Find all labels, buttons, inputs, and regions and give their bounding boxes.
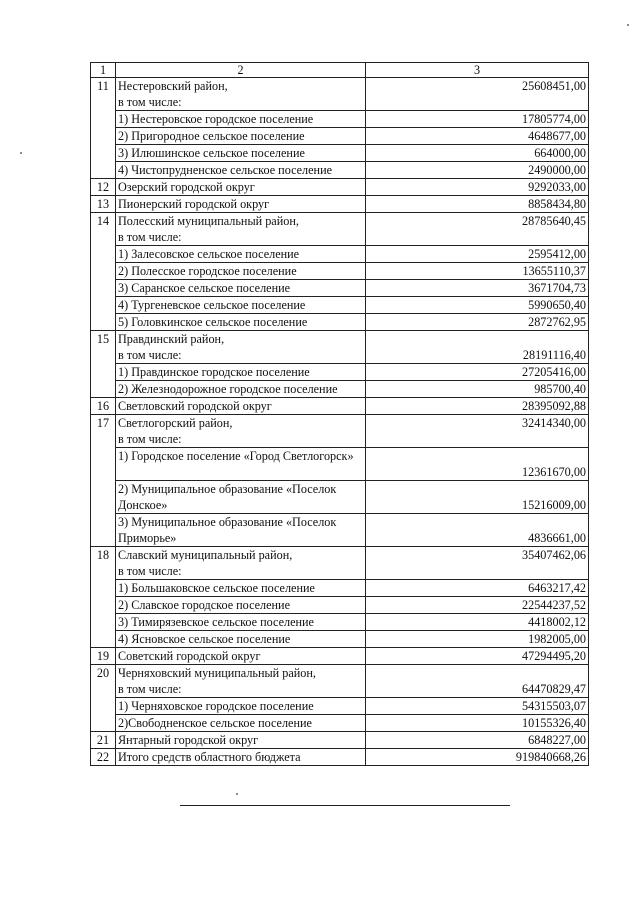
amount-value: 2490000,00 xyxy=(366,162,589,179)
row-number: 19 xyxy=(91,648,116,665)
entity-name-line: 3) Тимирязевское сельское поселение xyxy=(118,615,314,629)
table-subrow xyxy=(91,128,589,145)
amount-value: 17805774,00 xyxy=(366,111,589,128)
entity-name-line: Полесский муниципальный район, xyxy=(118,214,299,228)
table-subrow xyxy=(91,162,589,179)
entity-name-line: Озерский городской округ xyxy=(118,180,255,194)
table-row xyxy=(91,415,589,448)
entity-name-line: 1) Правдинское городское поселение xyxy=(118,365,310,379)
table-subrow xyxy=(91,297,589,314)
table-row xyxy=(91,665,589,698)
table-subrow xyxy=(91,314,589,331)
entity-name-line xyxy=(118,464,363,480)
entity-name xyxy=(116,597,366,614)
entity-name xyxy=(116,631,366,648)
entity-name xyxy=(116,111,366,128)
table-subrow xyxy=(91,514,589,547)
amount-value: 12361670,00 xyxy=(366,448,589,481)
entity-name xyxy=(116,715,366,732)
entity-name xyxy=(116,648,366,665)
amount-value: 6463217,42 xyxy=(366,580,589,597)
column-header-number: 1 xyxy=(91,63,116,78)
entity-name xyxy=(116,698,366,715)
row-number: 21 xyxy=(91,732,116,749)
entity-name xyxy=(116,614,366,631)
table-subrow xyxy=(91,448,589,481)
entity-name-line: 4) Тургеневское сельское поселение xyxy=(118,298,306,312)
entity-name xyxy=(116,580,366,597)
entity-name xyxy=(116,448,366,481)
entity-name-line: Пионерский городской округ xyxy=(118,197,270,211)
entity-name-line: в том числе: xyxy=(118,432,182,446)
row-number: 22 xyxy=(91,749,116,766)
entity-name-line: Итого средств областного бюджета xyxy=(118,750,301,764)
table-row xyxy=(91,331,589,364)
amount-value: 25608451,00 xyxy=(366,78,589,111)
amount-value: 32414340,00 xyxy=(366,415,589,448)
entity-name-line: 5) Головкинское сельское поселение xyxy=(118,315,308,329)
amount-value: 28395092,88 xyxy=(366,398,589,415)
row-number: 15 xyxy=(91,331,116,398)
entity-name-line: 3) Муниципальное образование «Поселок xyxy=(118,515,337,529)
entity-name xyxy=(116,547,366,580)
amount-value: 35407462,06 xyxy=(366,547,589,580)
entity-name-line: 1) Залесовское сельское поселение xyxy=(118,247,300,261)
entity-name-line: 1) Нестеровское городское поселение xyxy=(118,112,314,126)
entity-name-line: 3) Илюшинское сельское поселение xyxy=(118,146,305,160)
entity-name-line: в том числе: xyxy=(118,230,182,244)
amount-value: 27205416,00 xyxy=(366,364,589,381)
table-header-row xyxy=(91,63,589,78)
entity-name-line: Янтарный городской округ xyxy=(118,733,259,747)
entity-name-line: 2)Свободненское сельское поселение xyxy=(118,716,312,730)
entity-name xyxy=(116,749,366,766)
entity-name-line: Светловский городской округ xyxy=(118,399,272,413)
entity-name xyxy=(116,415,366,448)
table-row xyxy=(91,398,589,415)
table-row xyxy=(91,213,589,246)
table-subrow xyxy=(91,597,589,614)
table-row xyxy=(91,196,589,213)
entity-name-line: 2) Муниципальное образование «Поселок xyxy=(118,482,337,496)
amount-value: 9292033,00 xyxy=(366,179,589,196)
entity-name xyxy=(116,213,366,246)
row-number: 11 xyxy=(91,78,116,179)
signature-line xyxy=(180,805,510,806)
scan-speck xyxy=(20,152,22,154)
amount-value: 8858434,80 xyxy=(366,196,589,213)
entity-name-line: Черняховский муниципальный район, xyxy=(118,666,316,680)
amount-value: 47294495,20 xyxy=(366,648,589,665)
table-subrow xyxy=(91,715,589,732)
entity-name-line: 3) Саранское сельское поселение xyxy=(118,281,291,295)
amount-value: 54315503,07 xyxy=(366,698,589,715)
entity-name-line: Донское» xyxy=(118,498,168,512)
amount-value: 985700,40 xyxy=(366,381,589,398)
amount-value: 919840668,26 xyxy=(366,749,589,766)
column-header-amount: 3 xyxy=(366,63,589,78)
entity-name xyxy=(116,297,366,314)
table-subrow xyxy=(91,145,589,162)
entity-name xyxy=(116,196,366,213)
amount-value: 5990650,40 xyxy=(366,297,589,314)
table-subrow xyxy=(91,381,589,398)
table-subrow xyxy=(91,280,589,297)
table-row xyxy=(91,78,589,111)
amount-value: 2595412,00 xyxy=(366,246,589,263)
table-subrow xyxy=(91,481,589,514)
scan-speck xyxy=(627,24,629,26)
entity-name-line: 2) Железнодорожное городское поселение xyxy=(118,382,338,396)
amount-value: 64470829,47 xyxy=(366,665,589,698)
entity-name-line: в том числе: xyxy=(118,682,182,696)
amount-value: 13655110,37 xyxy=(366,263,589,280)
table-subrow xyxy=(91,364,589,381)
row-number: 14 xyxy=(91,213,116,331)
amount-value: 22544237,52 xyxy=(366,597,589,614)
table-row xyxy=(91,732,589,749)
entity-name-line: 1) Большаковское сельское поселение xyxy=(118,581,315,595)
row-number: 16 xyxy=(91,398,116,415)
entity-name xyxy=(116,246,366,263)
entity-name xyxy=(116,263,366,280)
entity-name-line: Светлогорский район, xyxy=(118,416,233,430)
amount-value: 4418002,12 xyxy=(366,614,589,631)
table-subrow xyxy=(91,111,589,128)
entity-name-line: в том числе: xyxy=(118,348,182,362)
entity-name xyxy=(116,162,366,179)
entity-name-line: 2) Славское городское поселение xyxy=(118,598,290,612)
row-number: 20 xyxy=(91,665,116,732)
entity-name-line: Нестеровский район, xyxy=(118,79,228,93)
entity-name-line: 2) Полесское городское поселение xyxy=(118,264,297,278)
amount-value: 28785640,45 xyxy=(366,213,589,246)
table-subrow xyxy=(91,698,589,715)
table-subrow xyxy=(91,631,589,648)
row-number: 12 xyxy=(91,179,116,196)
amount-value: 4648677,00 xyxy=(366,128,589,145)
amount-value: 6848227,00 xyxy=(366,732,589,749)
row-number: 18 xyxy=(91,547,116,648)
amount-value: 28191116,40 xyxy=(366,331,589,364)
entity-name xyxy=(116,128,366,145)
table-row xyxy=(91,179,589,196)
table-subrow xyxy=(91,614,589,631)
table-subrow xyxy=(91,246,589,263)
entity-name-line: 1) Черняховское городское поселение xyxy=(118,699,314,713)
budget-table xyxy=(90,62,589,766)
table-row xyxy=(91,547,589,580)
scan-speck xyxy=(236,793,238,795)
entity-name-line: Приморье» xyxy=(118,531,177,545)
table-row xyxy=(91,749,589,766)
row-number: 17 xyxy=(91,415,116,547)
entity-name-line: 1) Городское поселение «Город Светлогорск» xyxy=(118,449,354,463)
amount-value: 2872762,95 xyxy=(366,314,589,331)
entity-name-line: Советский городской округ xyxy=(118,649,261,663)
amount-value: 1982005,00 xyxy=(366,631,589,648)
entity-name xyxy=(116,398,366,415)
column-header-name: 2 xyxy=(116,63,366,78)
entity-name xyxy=(116,514,366,547)
table-subrow xyxy=(91,263,589,280)
entity-name xyxy=(116,179,366,196)
table-row xyxy=(91,648,589,665)
entity-name xyxy=(116,280,366,297)
entity-name-line: Правдинский район, xyxy=(118,332,225,346)
entity-name-line: 4) Чистопрудненское сельское поселение xyxy=(118,163,333,177)
amount-value: 10155326,40 xyxy=(366,715,589,732)
entity-name xyxy=(116,331,366,364)
amount-value: 664000,00 xyxy=(366,145,589,162)
row-number: 13 xyxy=(91,196,116,213)
entity-name xyxy=(116,381,366,398)
entity-name-line: в том числе: xyxy=(118,95,182,109)
entity-name-line: 4) Ясновское сельское поселение xyxy=(118,632,291,646)
table-subrow xyxy=(91,580,589,597)
entity-name xyxy=(116,145,366,162)
amount-value: 15216009,00 xyxy=(366,481,589,514)
amount-value: 3671704,73 xyxy=(366,280,589,297)
entity-name xyxy=(116,732,366,749)
entity-name xyxy=(116,665,366,698)
entity-name-line: 2) Пригородное сельское поселение xyxy=(118,129,305,143)
entity-name xyxy=(116,481,366,514)
amount-value: 4836661,00 xyxy=(366,514,589,547)
entity-name-line: в том числе: xyxy=(118,564,182,578)
entity-name xyxy=(116,364,366,381)
table-body xyxy=(91,78,589,766)
entity-name xyxy=(116,78,366,111)
entity-name-line: Славский муниципальный район, xyxy=(118,548,293,562)
entity-name xyxy=(116,314,366,331)
